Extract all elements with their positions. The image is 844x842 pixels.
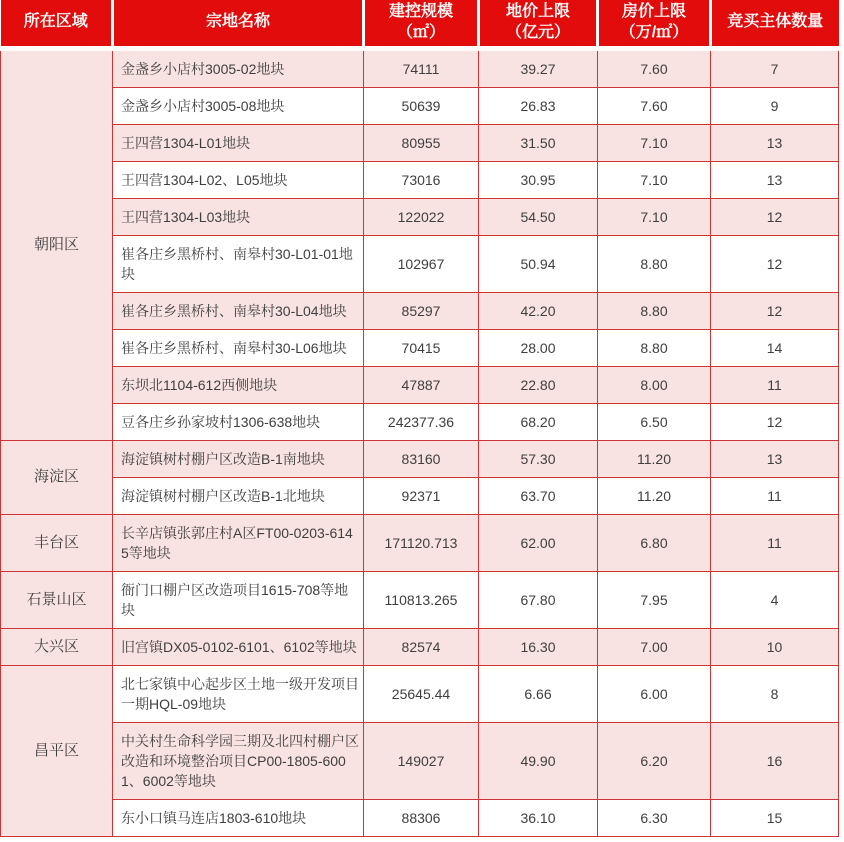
- land-price-cap-cell: 26.83: [479, 87, 598, 124]
- table-row: [1, 571, 839, 628]
- bidder-count-cell: 8: [711, 665, 839, 722]
- scale-cell: 85297: [364, 292, 479, 329]
- bidder-count-cell: 10: [711, 628, 839, 665]
- scale-cell: 83160: [364, 440, 479, 477]
- col-header-scale-line: 建控规模: [388, 3, 453, 20]
- bidder-count-cell: 11: [711, 477, 839, 514]
- parcel-name-cell: 海淀镇树村棚户区改造B-1北地块: [113, 477, 364, 514]
- table-header: [1, 0, 839, 48]
- table-row: [1, 235, 839, 292]
- house-price-cap-cell: 11.20: [598, 440, 711, 477]
- land-price-cap-cell: 49.90: [479, 722, 598, 799]
- land-price-cap-cell: 36.10: [479, 799, 598, 836]
- land-price-cap-cell: 63.70: [479, 477, 598, 514]
- house-price-cap-cell: 6.50: [598, 403, 711, 440]
- col-header-scale-line: （㎡）: [396, 23, 445, 41]
- scale-cell: 82574: [364, 628, 479, 665]
- bidder-count-cell: 11: [711, 514, 839, 571]
- parcel-name-cell: 长辛店镇张郭庄村A区FT00-0203-6145等地块: [113, 514, 364, 571]
- parcel-name-cell: 豆各庄乡孙家坡村1306-638地块: [113, 403, 364, 440]
- house-price-cap-cell: 8.80: [598, 292, 711, 329]
- land-price-cap-cell: 28.00: [479, 329, 598, 366]
- house-price-cap-cell: 7.10: [598, 198, 711, 235]
- land-price-cap-cell: 30.95: [479, 161, 598, 198]
- district-cell: 石景山区: [1, 571, 113, 628]
- land-price-cap-cell: 54.50: [479, 198, 598, 235]
- table-row: [1, 161, 839, 198]
- table-row: [1, 403, 839, 440]
- table-row: [1, 198, 839, 235]
- parcel-name-cell: 海淀镇树村棚户区改造B-1南地块: [113, 440, 364, 477]
- house-price-cap-cell: 6.80: [598, 514, 711, 571]
- bidder-count-cell: 12: [711, 235, 839, 292]
- parcel-name-cell: 崔各庄乡黑桥村、南皋村30-L04地块: [113, 292, 364, 329]
- house-price-cap-cell: 11.20: [598, 477, 711, 514]
- house-price-cap-cell: 6.30: [598, 799, 711, 836]
- parcel-name-cell: 王四营1304-L02、L05地块: [113, 161, 364, 198]
- table-row: [1, 329, 839, 366]
- bidder-count-cell: 14: [711, 329, 839, 366]
- land-price-cap-cell: 39.27: [479, 48, 598, 87]
- bidder-count-cell: 9: [711, 87, 839, 124]
- land-price-cap-cell: 62.00: [479, 514, 598, 571]
- parcel-name-cell: 东坝北1104-612西侧地块: [113, 366, 364, 403]
- scale-cell: 70415: [364, 329, 479, 366]
- col-header-land-price-cap-line: （亿元）: [505, 23, 570, 41]
- parcel-name-cell: 中关村生命科学园三期及北四村棚户区改造和环境整治项目CP00-1805-6001、6002等地块: [113, 722, 364, 799]
- table-row: [1, 366, 839, 403]
- scale-cell: 50639: [364, 87, 479, 124]
- house-price-cap-cell: 7.95: [598, 571, 711, 628]
- bidder-count-cell: 12: [711, 292, 839, 329]
- scale-cell: 74111: [364, 48, 479, 87]
- scale-cell: 88306: [364, 799, 479, 836]
- parcel-name-cell: 东小口镇马连店1803-610地块: [113, 799, 364, 836]
- col-header-scale: [364, 0, 479, 48]
- land-price-cap-cell: 16.30: [479, 628, 598, 665]
- table-row: [1, 292, 839, 329]
- house-price-cap-cell: 7.00: [598, 628, 711, 665]
- table-row: [1, 477, 839, 514]
- col-header-house-price-cap: [598, 0, 711, 48]
- table-row: [1, 514, 839, 571]
- bidder-count-cell: 12: [711, 403, 839, 440]
- bidder-count-cell: 13: [711, 161, 839, 198]
- house-price-cap-cell: 8.00: [598, 366, 711, 403]
- land-price-cap-cell: 68.20: [479, 403, 598, 440]
- parcel-name-cell: 金盏乡小店村3005-08地块: [113, 87, 364, 124]
- house-price-cap-cell: 6.20: [598, 722, 711, 799]
- scale-cell: 80955: [364, 124, 479, 161]
- house-price-cap-cell: 7.10: [598, 124, 711, 161]
- col-header-land-price-cap-line: 地价上限: [505, 3, 570, 20]
- house-price-cap-cell: 6.00: [598, 665, 711, 722]
- col-header-district: [1, 0, 113, 48]
- table-row: [1, 665, 839, 722]
- house-price-cap-cell: 7.60: [598, 48, 711, 87]
- scale-cell: 149027: [364, 722, 479, 799]
- scale-cell: 47887: [364, 366, 479, 403]
- land-price-cap-cell: 50.94: [479, 235, 598, 292]
- parcel-name-cell: 金盏乡小店村3005-02地块: [113, 48, 364, 87]
- scale-cell: 171120.713: [364, 514, 479, 571]
- bidder-count-cell: 13: [711, 440, 839, 477]
- district-cell: 昌平区: [1, 665, 113, 836]
- col-header-house-price-cap-line: （万/㎡）: [619, 23, 689, 41]
- col-header-land-price-cap: [479, 0, 598, 48]
- table-row: [1, 124, 839, 161]
- house-price-cap-cell: 8.80: [598, 235, 711, 292]
- col-header-bidder-count-line: 竞买主体数量: [727, 13, 824, 31]
- col-header-parcel-name: [113, 0, 364, 48]
- table-row: [1, 722, 839, 799]
- col-header-parcel-name-line: 宗地名称: [205, 13, 270, 31]
- col-header-district-line: 所在区域: [23, 13, 88, 31]
- table-body: [1, 48, 839, 836]
- bidder-count-cell: 13: [711, 124, 839, 161]
- parcel-name-cell: 崔各庄乡黑桥村、南皋村30-L01-01地块: [113, 235, 364, 292]
- scale-cell: 73016: [364, 161, 479, 198]
- land-price-cap-cell: 31.50: [479, 124, 598, 161]
- bidder-count-cell: 15: [711, 799, 839, 836]
- land-price-cap-cell: 42.20: [479, 292, 598, 329]
- parcel-name-cell: 北七家镇中心起步区土地一级开发项目一期HQL-09地块: [113, 665, 364, 722]
- bidder-count-cell: 11: [711, 366, 839, 403]
- land-price-cap-cell: 57.30: [479, 440, 598, 477]
- table-row: [1, 48, 839, 87]
- scale-cell: 102967: [364, 235, 479, 292]
- parcel-name-cell: 王四营1304-L03地块: [113, 198, 364, 235]
- scale-cell: 25645.44: [364, 665, 479, 722]
- parcel-name-cell: 崔各庄乡黑桥村、南皋村30-L06地块: [113, 329, 364, 366]
- table-row: [1, 628, 839, 665]
- scale-cell: 92371: [364, 477, 479, 514]
- bidder-count-cell: 12: [711, 198, 839, 235]
- land-price-cap-cell: 6.66: [479, 665, 598, 722]
- district-cell: 丰台区: [1, 514, 113, 571]
- house-price-cap-cell: 8.80: [598, 329, 711, 366]
- bidder-count-cell: 16: [711, 722, 839, 799]
- district-cell: 大兴区: [1, 628, 113, 665]
- scale-cell: 110813.265: [364, 571, 479, 628]
- bidder-count-cell: 7: [711, 48, 839, 87]
- table-row: [1, 799, 839, 836]
- district-cell: 朝阳区: [1, 48, 113, 440]
- parcel-name-cell: 衙门口棚户区改造项目1615-708等地块: [113, 571, 364, 628]
- scale-cell: 122022: [364, 198, 479, 235]
- table-row: [1, 87, 839, 124]
- scale-cell: 242377.36: [364, 403, 479, 440]
- district-cell: 海淀区: [1, 440, 113, 514]
- house-price-cap-cell: 7.60: [598, 87, 711, 124]
- house-price-cap-cell: 7.10: [598, 161, 711, 198]
- parcel-name-cell: 王四营1304-L01地块: [113, 124, 364, 161]
- table-row: [1, 440, 839, 477]
- land-price-cap-cell: 22.80: [479, 366, 598, 403]
- table-header-row: [1, 0, 839, 48]
- land-price-cap-cell: 67.80: [479, 571, 598, 628]
- col-header-bidder-count: [711, 0, 839, 48]
- col-header-house-price-cap-line: 房价上限: [621, 3, 686, 20]
- parcel-name-cell: 旧宫镇DX05-0102-6101、6102等地块: [113, 628, 364, 665]
- bidder-count-cell: 4: [711, 571, 839, 628]
